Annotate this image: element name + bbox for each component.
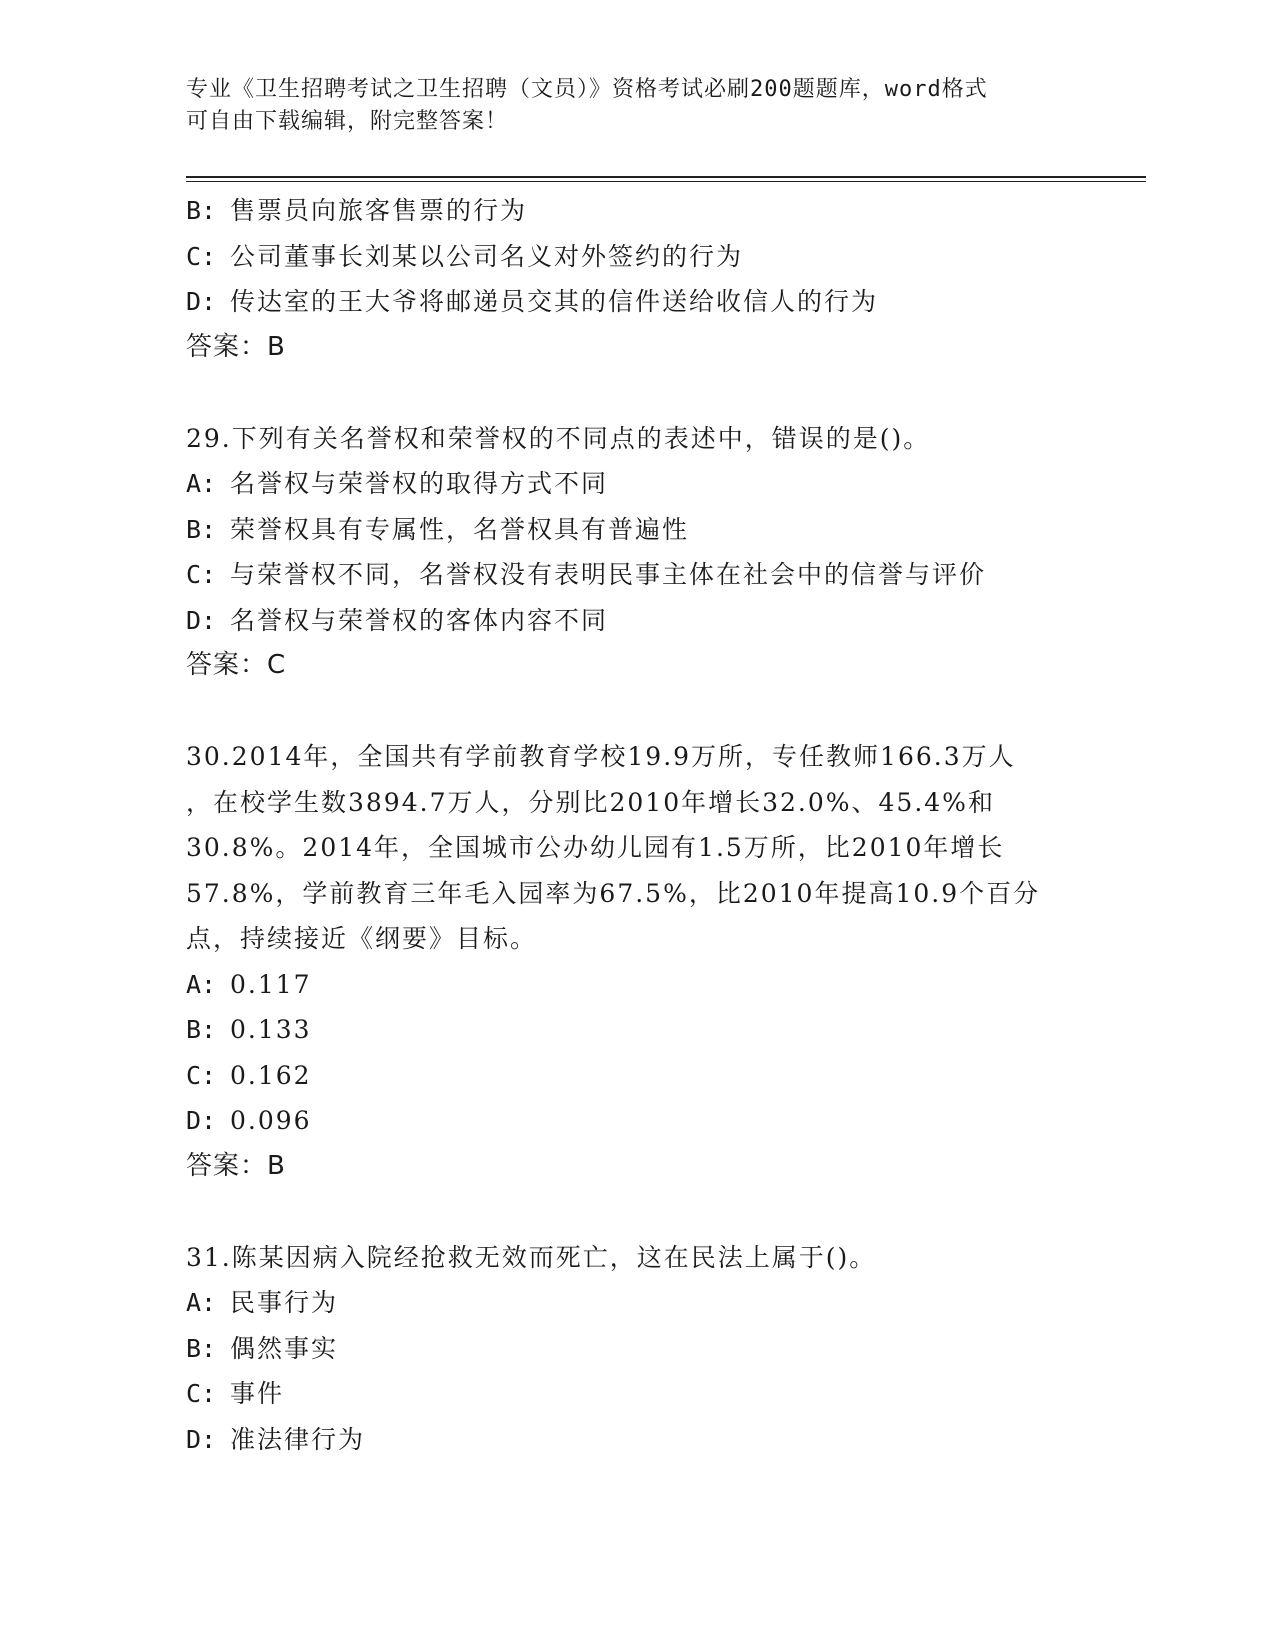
option-label: C: [186, 1060, 217, 1090]
header-line-1: 专业《卫生招聘考试之卫生招聘（文员）》资格考试必刷200题题库，word格式 [186, 77, 988, 102]
question-stem-line: 57.8%，学前教育三年毛入园率为67.5%，比2010年提高10.9个百分 [186, 878, 1041, 908]
question-30 [186, 734, 1086, 1189]
option-label: B: [186, 1333, 217, 1363]
question-stem-line: ，在校学生数3894.7万人，分别比2010年增长32.0%、45.4%和 [186, 787, 995, 817]
option-a [186, 962, 1086, 1008]
answer-line: 答案：B [186, 331, 286, 362]
option-text: 事件 [230, 1379, 285, 1408]
answer-line: 答案：B [186, 1150, 286, 1181]
header-divider-thin [186, 181, 1146, 182]
question-stem-line: 30.2014年，全国共有学前教育学校19.9万所，专任教师166.3万人 [186, 742, 1016, 771]
option-c [186, 1371, 1086, 1417]
question-stem: 31.陈某因病入院经抢救无效而死亡，这在民法上属于()。 [186, 1242, 877, 1272]
option-text: 与荣誉权不同，名誉权没有表明民事主体在社会中的信誉与评价 [230, 560, 987, 589]
option-b [186, 188, 1086, 234]
option-a [186, 1280, 1086, 1326]
option-d [186, 279, 1086, 325]
option-d [186, 1098, 1086, 1144]
option-a [186, 461, 1086, 507]
option-text: 偶然事实 [230, 1333, 339, 1363]
header-divider-thick [186, 176, 1146, 178]
option-label: B: [186, 196, 217, 225]
question-28 [186, 188, 1086, 370]
question-29 [186, 416, 1086, 689]
option-d [186, 598, 1086, 644]
option-b [186, 1007, 1086, 1053]
question-31 [186, 1235, 1086, 1463]
option-text: 准法律行为 [230, 1424, 366, 1454]
option-label: B: [186, 1015, 217, 1044]
question-stem-line: 点，持续接近《纲要》目标。 [186, 924, 538, 953]
option-text: 公司董事长刘某以公司名义对外签约的行为 [230, 241, 744, 271]
option-text: 民事行为 [230, 1288, 339, 1317]
spacer [186, 1189, 1086, 1235]
option-text: 0.096 [230, 1106, 312, 1135]
option-b [186, 1326, 1086, 1372]
option-text: 名誉权与荣誉权的取得方式不同 [230, 469, 609, 498]
option-label: B: [186, 514, 217, 544]
option-label: A: [186, 1288, 217, 1317]
question-content [186, 188, 1086, 1462]
spacer [186, 689, 1086, 735]
option-b [186, 507, 1086, 553]
option-text: 名誉权与荣誉权的客体内容不同 [230, 605, 609, 635]
option-label: C: [186, 241, 217, 271]
option-label: C: [186, 1379, 217, 1408]
option-text: 0.117 [230, 969, 312, 999]
option-c [186, 552, 1086, 598]
header-line-2: 可自由下载编辑，附完整答案！ [186, 109, 509, 134]
option-label: D: [186, 1106, 217, 1135]
option-label: D: [186, 287, 217, 316]
option-label: A: [186, 969, 217, 999]
option-c [186, 1053, 1086, 1099]
document-header [186, 74, 1066, 138]
option-text: 传达室的王大爷将邮递员交其的信件送给收信人的行为 [230, 287, 879, 316]
option-text: 0.162 [230, 1060, 312, 1090]
option-label: D: [186, 1424, 217, 1454]
option-d [186, 1417, 1086, 1463]
option-text: 0.133 [230, 1015, 312, 1044]
spacer [186, 370, 1086, 416]
option-text: 售票员向旅客售票的行为 [230, 196, 528, 225]
answer-line: 答案：C [186, 650, 287, 680]
question-stem: 29.下列有关名誉权和荣誉权的不同点的表述中，错误的是()。 [186, 423, 931, 453]
question-stem-line: 30.8%。2014年，全国城市公办幼儿园有1.5万所，比2010年增长 [186, 833, 1005, 862]
option-c [186, 234, 1086, 280]
option-label: D: [186, 605, 217, 635]
option-label: C: [186, 560, 217, 589]
option-label: A: [186, 469, 217, 498]
option-text: 荣誉权具有专属性，名誉权具有普遍性 [230, 514, 690, 544]
